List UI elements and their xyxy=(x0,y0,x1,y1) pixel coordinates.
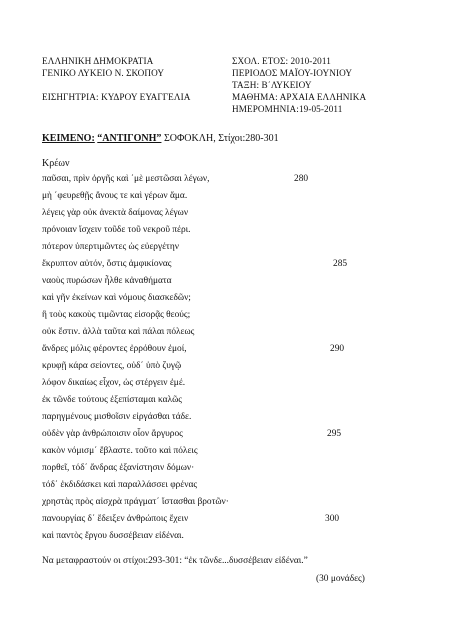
verse-line: οὐδὲν γὰρ ἀνθρώποισιν οἷον ἄργυρος xyxy=(42,429,183,439)
text-title xyxy=(42,133,279,144)
title-label: ΚΕΙΜΕΝΟ: xyxy=(42,133,95,144)
verse-line: κακὸν νόμισμ΄ ἔβλαστε. τοῦτο καὶ πόλεις xyxy=(42,446,198,456)
header-right-line-2: ΠΕΡΙΟΔΟΣ ΜΑΪΟΥ-ΙΟΥΝΙΟΥ xyxy=(232,68,353,78)
line-number: 300 xyxy=(325,514,340,524)
verse-line: πανουργίας δ΄ ἔδειξεν ἀνθρώποις ἔχειν xyxy=(42,514,189,524)
verse-line: τόδ΄ ἐκδιδάσκει καὶ παραλλάσσει φρένας xyxy=(42,480,198,490)
header-left-line-1: ΕΛΛΗΝΙΚΗ ΔΗΜΟΚΡΑΤΙΑ xyxy=(42,56,154,66)
line-number: 295 xyxy=(327,429,342,439)
line-number: 290 xyxy=(330,344,345,354)
verse-line: ἔκρυπτον αὐτόν, ὅστις ἀμφικίονας xyxy=(42,259,172,269)
verse-line: πρόνοιαν ἴσχειν τοῦδε τοῦ νεκροῦ πέρι. xyxy=(42,225,191,235)
verse-line: ἢ τοὺς κακοὺς τιμῶντας εἰσορᾷς θεούς; xyxy=(42,310,191,320)
verse-line: πορθεῖ, τόδ΄ ἄνδρας ἐξανίστησιν δόμων· xyxy=(42,463,195,473)
verse-line: χρηστὰς πρὸς αἰσχρὰ πράγματ΄ ἵστασθαι βροτῶν· xyxy=(42,497,229,507)
header-left-line-2: ΓΕΝΙΚΟ ΛΥΚΕΙΟ Ν. ΣΚΟΠΟΥ xyxy=(42,68,165,78)
verse-line: λόφον δικαίως εἶχον, ὡς στέργειν ἐμέ. xyxy=(42,378,186,388)
header-right-line-3: ΤΑΞΗ: Β΄ΛΥΚΕΙΟΥ xyxy=(232,80,312,90)
title-work: “ΑΝΤΙΓΟΝΗ” xyxy=(97,133,162,144)
verse-line: πότερον ὑπερτιμῶντες ὡς εὐεργέτην xyxy=(42,242,179,252)
verse-line: ἐκ τῶνδε τούτους ἐξεπίσταμαι καλῶς xyxy=(42,395,182,405)
verse-line: κρυφῇ κάρα σείοντες, οὐδ΄ ὑπὸ ζυγῷ xyxy=(42,361,182,371)
title-rest: ΣΟΦΟΚΛΗ, Στίχοι:280-301 xyxy=(161,133,279,144)
header-left-line-3: ΕΙΣΗΓΗΤΡΙΑ: ΚΥΔΡΟΥ ΕΥΑΓΓΕΛΙΑ xyxy=(42,92,191,102)
verse-line: καὶ γῆν ἐκείνων καὶ νόμους διασκεδῶν; xyxy=(42,293,191,303)
speaker-name: Κρέων xyxy=(42,158,70,169)
verse-line: μὴ ΄φευρεθῇς ἄνους τε καὶ γέρων ἅμα. xyxy=(42,191,188,201)
header-right-line-1: ΣΧΟΛ. ΕΤΟΣ: 2010-2011 xyxy=(232,56,331,66)
line-number: 280 xyxy=(294,174,309,184)
points-value: (30 μονάδες) xyxy=(316,574,365,584)
verse-line: ναοὺς πυρώσων ἦλθε κἀναθήματα xyxy=(42,276,172,286)
header-right-line-5: ΗΜΕΡΟΜΗΝΙΑ:19-05-2011 xyxy=(232,104,343,114)
verse-line: παῦσαι, πρὶν ὀργῆς καὶ ΄μὲ μεστῶσαι λέγων, xyxy=(42,174,210,184)
line-number: 285 xyxy=(333,259,348,269)
verse-line: λέγεις γὰρ οὐκ ἀνεκτὰ δαίμονας λέγων xyxy=(42,208,189,218)
verse-line: οὐκ ἔστιν. ἀλλὰ ταῦτα καὶ πάλαι πόλεως xyxy=(42,327,195,337)
header-right-line-4: ΜΑΘΗΜΑ: ΑΡΧΑΙΑ ΕΛΛΗΝΙΚΑ xyxy=(232,92,367,102)
verse-line: καὶ παντὸς ἔργου δυσσέβειαν εἰδέναι. xyxy=(42,531,184,541)
verse-line: ἄνδρες μόλις φέροντες ἐρρόθουν ἐμοί, xyxy=(42,344,187,354)
verse-line: παρηγμένους μισθοῖσιν εἰργάσθαι τάδε. xyxy=(42,412,192,422)
translation-question: Να μεταφραστούν οι στίχοι:293-301: “ἐκ τῶνδε...δυσσέβειαν εἰδέναι.” xyxy=(42,556,308,566)
